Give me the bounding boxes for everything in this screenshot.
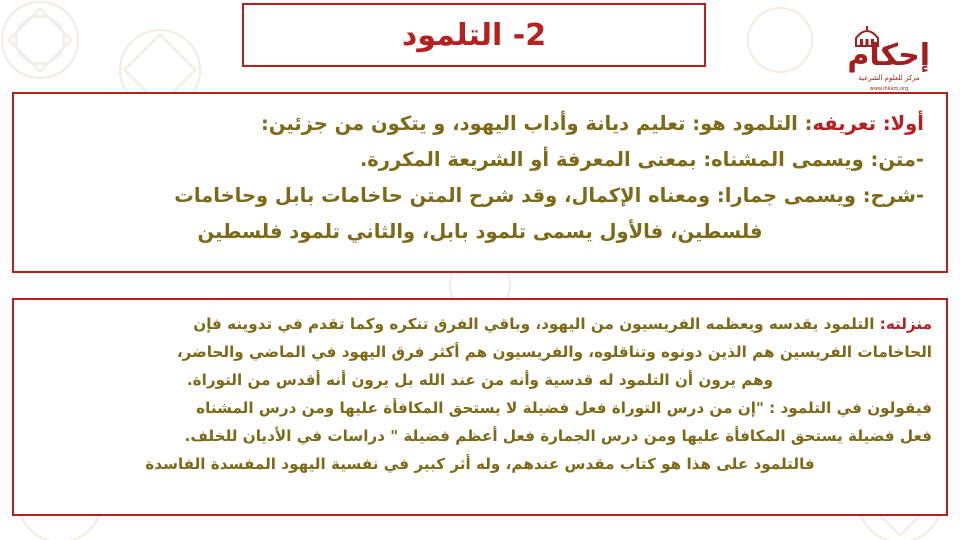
status-heading: منزلته: bbox=[879, 315, 932, 333]
definition-line-4: فلسطين، فالأول يسمى تلمود بابل، والثاني تلمود فلسطين bbox=[197, 220, 763, 243]
definition-heading: أولا: تعريفه bbox=[812, 112, 924, 135]
status-line-1 bbox=[28, 310, 932, 338]
logo-subtitle: مركز للعلوم الشرعية bbox=[858, 74, 920, 82]
slide-title: 2- التلمود bbox=[401, 17, 547, 53]
title-box bbox=[242, 3, 706, 67]
status-line-6: فالتلمود على هذا هو كتاب مقدس عندهم، وله أثر كبير في نفسية اليهود المفسدة الفاسدة bbox=[145, 455, 815, 473]
logo-url: www.ihkam.org bbox=[869, 86, 909, 92]
ihkam-logo bbox=[848, 24, 930, 96]
definition-line-2: -متن: ويسمى المشناه: بمعنى المعرفة أو الشريعة المكررة. bbox=[359, 148, 924, 171]
status-line-4: فيقولون في التلمود : "إن من درس التوراة فعل فضيلة لا يستحق المكافأة عليها ومن درس المشناه bbox=[196, 399, 932, 417]
definition-box bbox=[12, 92, 948, 273]
definition-line-1-text: : التلمود هو: تعليم ديانة وأداب اليهود، و يتكون من جزئين: bbox=[261, 112, 813, 135]
definition-line-3: -شرح: ويسمى جمارا: ومعناه الإكمال، وقد شرح المتن حاخامات بابل وحاخامات bbox=[174, 184, 924, 207]
status-line-5: فعل فضيلة يستحق المكافأة عليها ومن درس الجمارة فعل أعظم فضيلة " دراسات في الأديان للخلف. bbox=[184, 427, 932, 445]
status-line-3: وهم يرون أن التلمود له قدسية وأنه من عند الله بل يرون أنه أقدس من التوراة. bbox=[186, 371, 774, 389]
definition-line-1 bbox=[36, 106, 924, 142]
status-line-1-text: التلمود يقدسه ويعظمه الفريسيون من اليهود، وباقي الفرق تنكره وكما تقدم في تدوينه فإن bbox=[193, 315, 880, 333]
status-box bbox=[12, 298, 948, 516]
status-line-2: الحاخامات الفريسين هم الذين دونوه وتناقلوه، والفريسيون هم أكثر فرق اليهود في الماضي والحاضر، bbox=[176, 343, 932, 361]
logo-name: إحكام bbox=[847, 38, 930, 73]
